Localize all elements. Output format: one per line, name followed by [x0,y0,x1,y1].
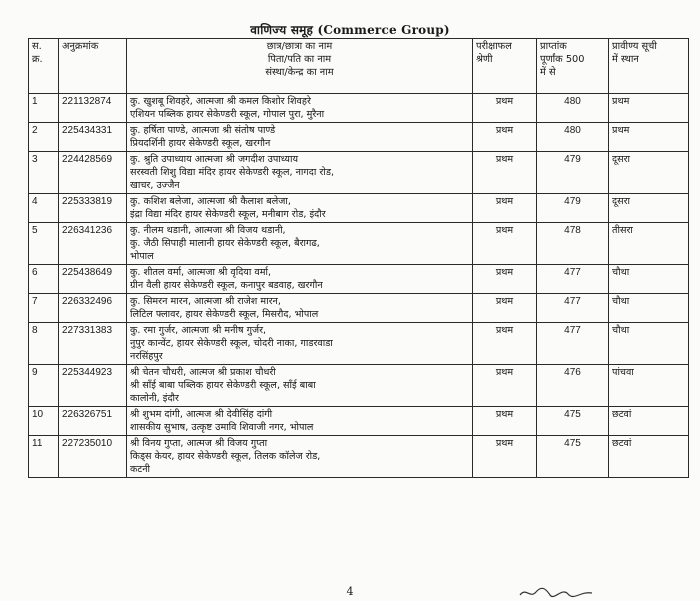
cell-roll-number: 227331383 [59,323,127,365]
header-name [127,39,473,94]
name-school-line: इंद्रा विद्या मंदिर हायर सेकेण्डरी स्कूल, मनीबाग रोड, इंदौर [130,209,326,220]
cell-name-school [127,294,473,323]
name-school-line: खाचर, उज्जैन [130,180,180,191]
name-school-line: किड्स केयर, हायर सेकेण्डरी स्कूल, तिलक कॉलेज रोड, [130,451,321,462]
name-school-line: भोपाल [130,251,154,262]
cell-marks: 479 [537,194,609,223]
cell-merit-rank: प्रथम [609,123,689,152]
table-row [29,294,689,323]
name-school-line: श्री चेतन चौधरी, आत्मज श्री प्रकाश चौधरी [130,367,276,378]
header-serial-line: स. [32,41,42,52]
cell-serial: 8 [29,323,59,365]
cell-marks: 476 [537,365,609,407]
header-name-line: छात्र/छात्रा का नाम [266,41,333,52]
name-school-line: कु. श्रुति उपाध्याय आत्मजा श्री जगदीश उपाध्याय [130,154,299,165]
cell-division: प्रथम [473,152,537,194]
table-row [29,436,689,478]
name-school-line: लिटिल फ्लावर, हायर सेकेण्डरी स्कूल, मिसरौद, भोपाल [130,309,319,320]
cell-merit-rank: चौथा [609,265,689,294]
cell-marks: 480 [537,94,609,123]
page-number: 4 [346,585,354,598]
table-row [29,223,689,265]
header-name-line: पिता/पति का नाम [267,54,332,65]
cell-serial: 5 [29,223,59,265]
cell-name-school [127,365,473,407]
cell-serial: 6 [29,265,59,294]
table-row [29,194,689,223]
page-title: वाणिज्य समूह (Commerce Group) [250,23,450,37]
name-school-line: कु. सिमरन मारन, आत्मजा श्री राजेश मारन, [130,296,281,307]
cell-serial: 2 [29,123,59,152]
table-row [29,365,689,407]
cell-marks: 477 [537,294,609,323]
header-rank-line: प्रावीण्य सूची [612,41,657,52]
cell-roll-number: 226341236 [59,223,127,265]
cell-name-school [127,223,473,265]
name-school-line: नुपुर कान्वेंट, हायर सेकेण्डरी स्कूल, चोदरी नाका, गाडरवाडा [130,338,333,349]
cell-name-school [127,436,473,478]
cell-name-school [127,123,473,152]
name-school-line: कु. जैठी सिपाही मालानी हायर सेकेण्डरी स्कूल, बैरागढ, [130,238,320,249]
cell-division: प्रथम [473,365,537,407]
name-school-line: कु. शीतल वर्मा, आत्मजा श्री वृदिया वर्मा, [130,267,271,278]
name-school-line: कु. खुशबू शिवहरे, आत्मजा श्री कमल किशोर शिवहरे [130,96,311,107]
cell-name-school [127,407,473,436]
cell-roll-number: 225434331 [59,123,127,152]
table-row [29,407,689,436]
cell-marks: 475 [537,407,609,436]
name-school-line: कु. नीलम थडानी, आत्मजा श्री विजय थडानी, [130,225,286,236]
cell-name-school [127,152,473,194]
cell-merit-rank: छटवां [609,407,689,436]
cell-serial: 9 [29,365,59,407]
cell-name-school [127,265,473,294]
name-school-line: एशियन पब्लिक हायर सेकेण्डरी स्कूल, गोपाल पुरा, मुरैना [130,109,325,120]
cell-roll-number: 226332496 [59,294,127,323]
table-header-row [29,39,689,94]
cell-division: प्रथम [473,407,537,436]
header-division-line: परीक्षाफल [476,41,512,52]
cell-marks: 477 [537,323,609,365]
name-school-line: श्री विनय गुप्ता, आत्मज श्री विजय गुप्ता [130,438,268,449]
cell-roll-number: 227235010 [59,436,127,478]
name-school-line: ग्रीन वैली हायर सेकेण्डरी स्कूल, कनापुर बडवाह, खरगौन [130,280,323,291]
cell-serial: 11 [29,436,59,478]
header-marks-line: पूर्णांक 500 [540,54,585,65]
cell-roll-number: 225438649 [59,265,127,294]
cell-division: प्रथम [473,94,537,123]
cell-serial: 10 [29,407,59,436]
header-rank [609,39,689,94]
cell-marks: 479 [537,152,609,194]
cell-serial: 4 [29,194,59,223]
cell-division: प्रथम [473,194,537,223]
cell-division: प्रथम [473,323,537,365]
table-row [29,94,689,123]
cell-division: प्रथम [473,123,537,152]
cell-merit-rank: छटवां [609,436,689,478]
cell-roll-number: 224428569 [59,152,127,194]
header-marks-line: में से [540,67,556,78]
header-marks-line: प्राप्तांक [540,41,567,52]
name-school-line: सरस्वती शिशु विद्या मंदिर हायर सेकेण्डरी स्कूल, नागदा रोड, [130,167,334,178]
table-row [29,123,689,152]
table-body [29,94,689,478]
cell-roll-number: 221132874 [59,94,127,123]
name-school-line: कु. कशिश बलेजा, आत्मजा श्री कैलाश बलेजा, [130,196,291,207]
cell-marks: 475 [537,436,609,478]
cell-merit-rank: तीसरा [609,223,689,265]
name-school-line: कटनी [130,464,151,475]
cell-merit-rank: प्रथम [609,94,689,123]
name-school-line: शासकीय सुभाष, उत्कृष्ट उमावि शिवाजी नगर, भोपाल [130,422,314,433]
cell-serial: 3 [29,152,59,194]
name-school-line: कु. हर्षिता पाण्डे, आत्मजा श्री संतोष पाण्डे [130,125,276,136]
cell-serial: 7 [29,294,59,323]
cell-name-school [127,194,473,223]
header-name-line: संस्था/केन्द्र का नाम [265,67,334,78]
name-school-line: कालोनी, इंदौर [130,393,179,404]
name-school-line: प्रियदर्शिनी हायर सेकेण्डरी स्कूल, खरगौन [130,138,271,149]
cell-roll-number: 226326751 [59,407,127,436]
table-row [29,265,689,294]
cell-merit-rank: दूसरा [609,152,689,194]
cell-division: प्रथम [473,265,537,294]
header-marks [537,39,609,94]
cell-name-school [127,94,473,123]
signature-mark [516,583,596,601]
cell-merit-rank: चौथा [609,294,689,323]
name-school-line: कु. रमा गुर्जर, आत्मजा श्री मनीष गुर्जर, [130,325,267,336]
merit-list-table [28,38,689,478]
table-row [29,323,689,365]
header-rank-line: में स्थान [612,54,639,65]
table-row [29,152,689,194]
cell-merit-rank: पांचवा [609,365,689,407]
name-school-line: श्री शुभम दांगी, आत्मज श्री देवीसिंह दांगी [130,409,273,420]
cell-division: प्रथम [473,436,537,478]
cell-merit-rank: चौथा [609,323,689,365]
cell-merit-rank: दूसरा [609,194,689,223]
cell-division: प्रथम [473,294,537,323]
header-division [473,39,537,94]
header-roll [59,39,127,94]
name-school-line: नरसिंहपुर [130,351,163,362]
cell-serial: 1 [29,94,59,123]
name-school-line: श्री साँई बाबा पब्लिक हायर सेकेण्डरी स्कूल, साँई बाबा [130,380,316,391]
cell-marks: 478 [537,223,609,265]
header-serial [29,39,59,94]
header-serial-line: क्र. [32,54,43,65]
cell-marks: 480 [537,123,609,152]
header-roll-line: अनुक्रमांक [62,41,99,52]
cell-roll-number: 225344923 [59,365,127,407]
cell-roll-number: 225333819 [59,194,127,223]
cell-name-school [127,323,473,365]
cell-division: प्रथम [473,223,537,265]
cell-marks: 477 [537,265,609,294]
header-division-line: श्रेणी [476,54,493,65]
